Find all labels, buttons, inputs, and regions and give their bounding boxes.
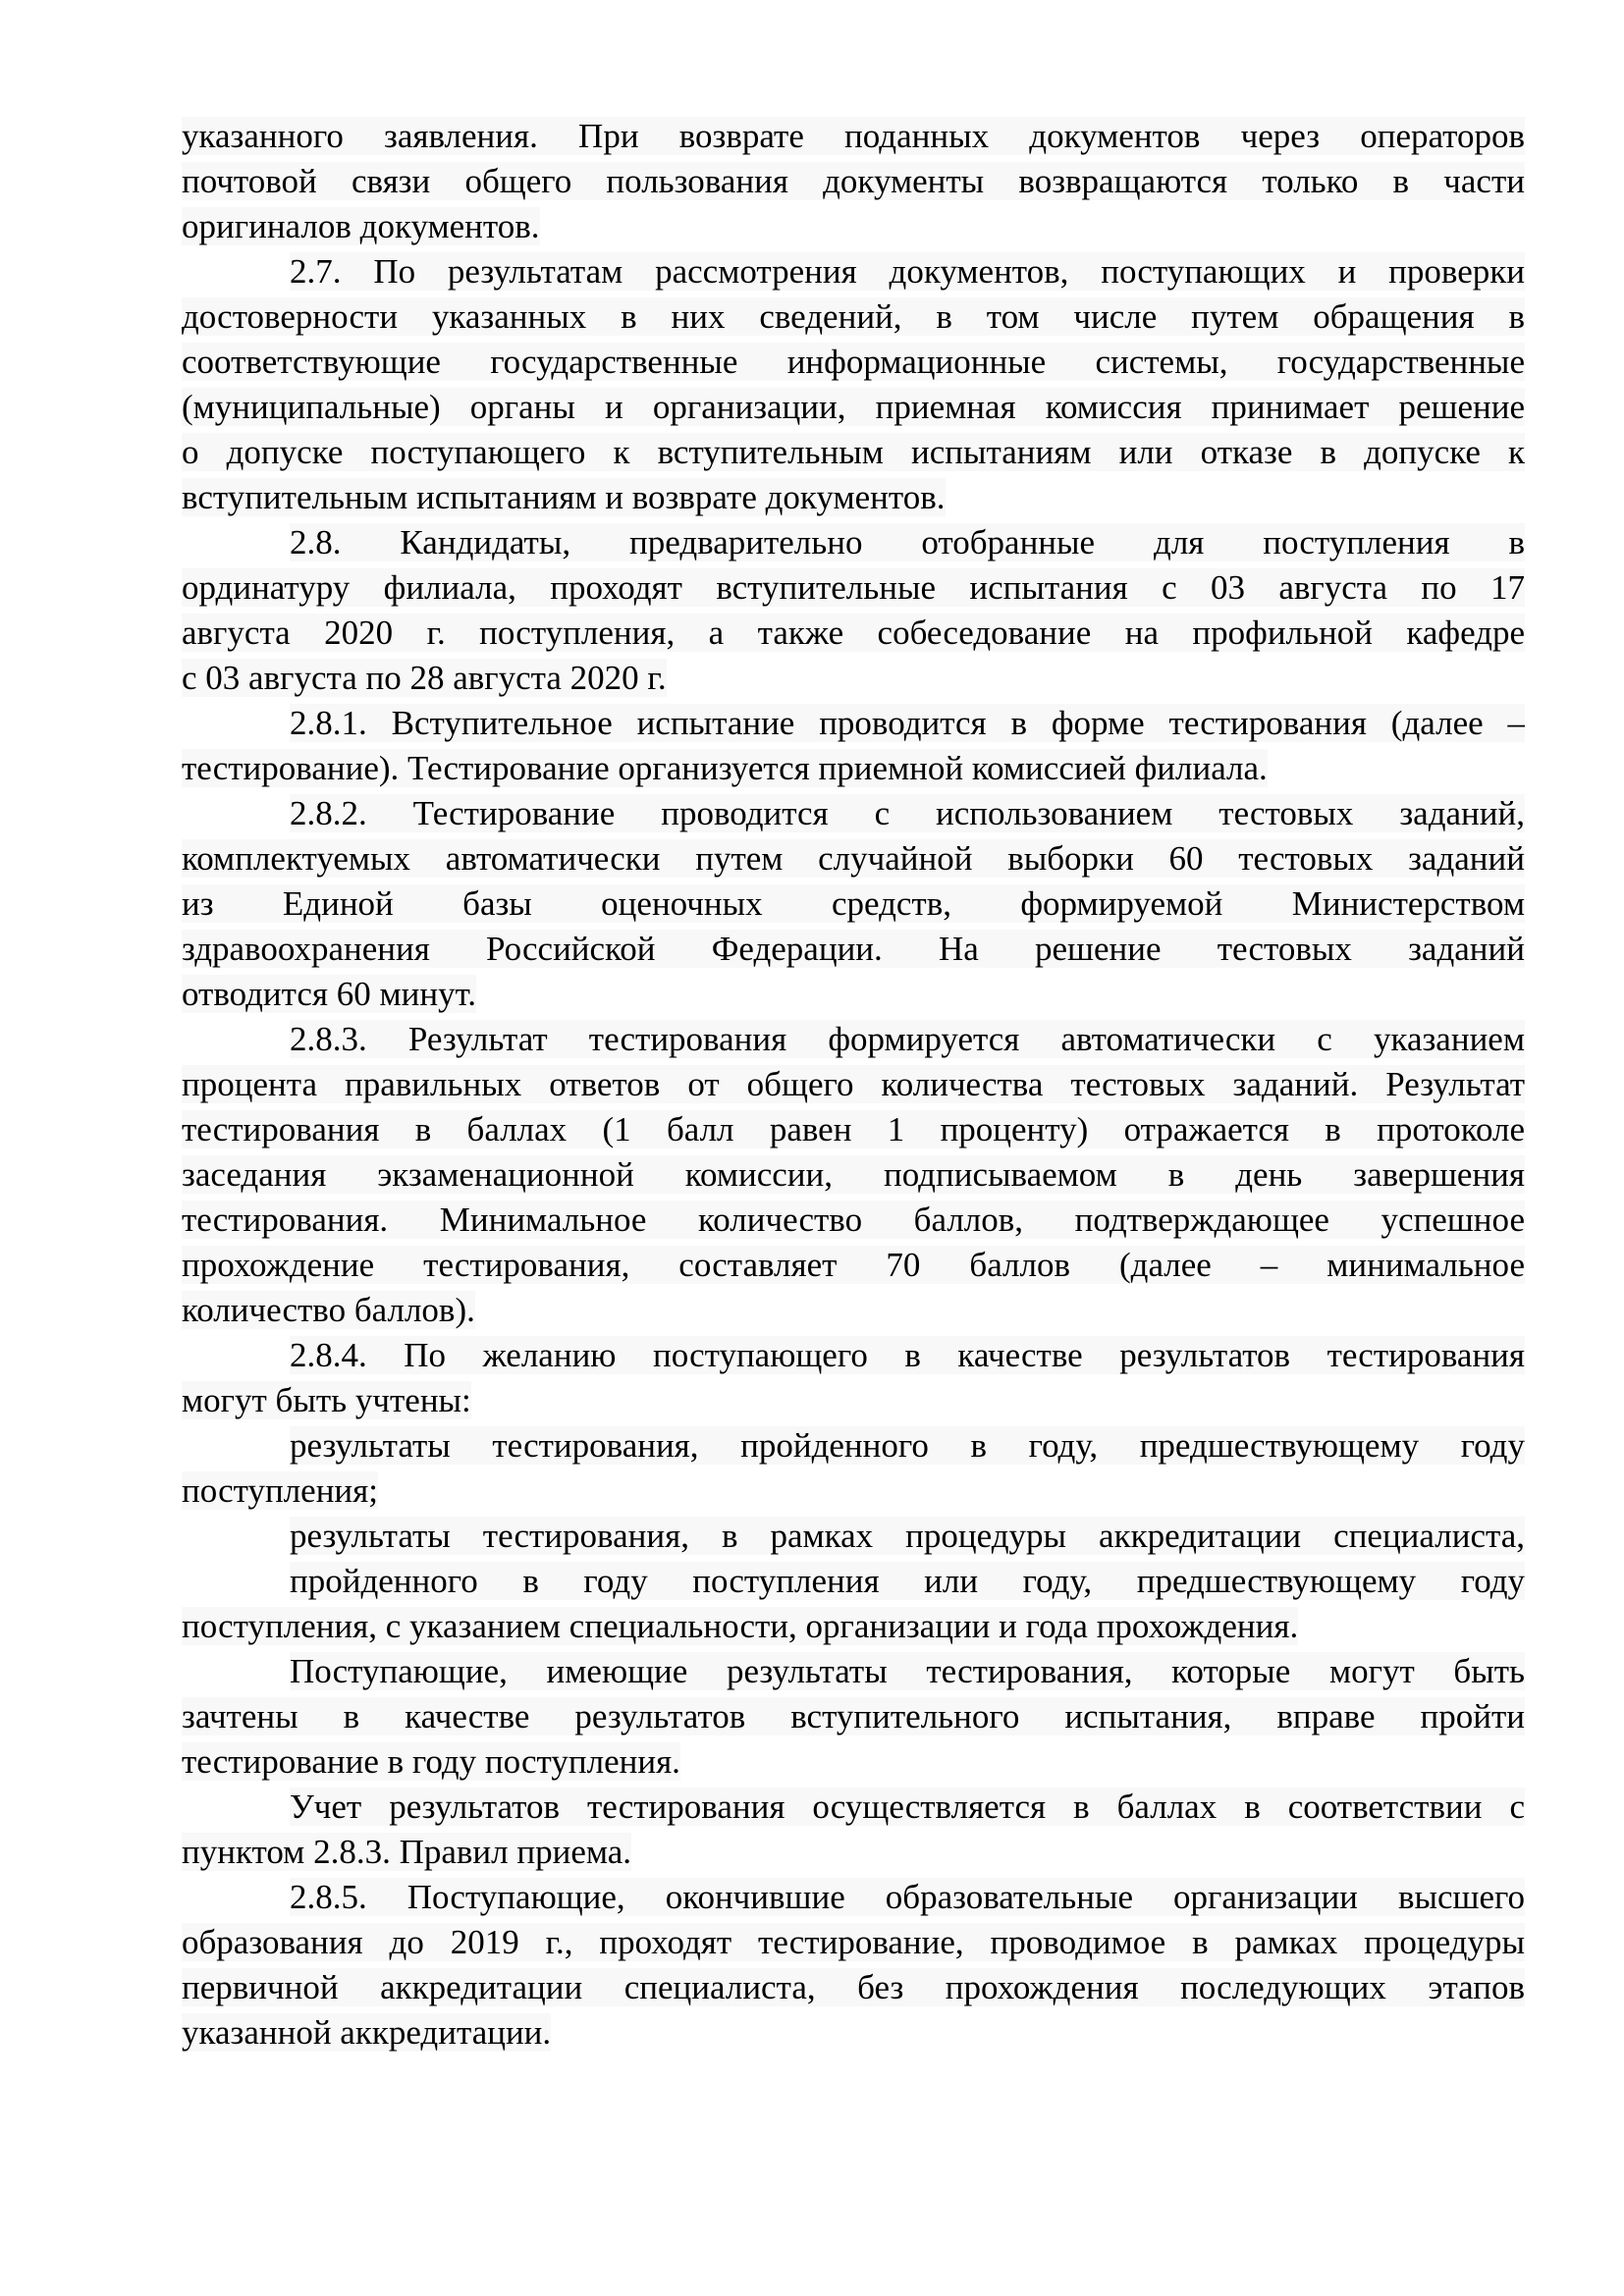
text-line <box>182 1378 1525 1423</box>
text-line <box>182 1017 1525 1062</box>
paragraph-2-8-1 <box>182 701 1525 791</box>
text-line <box>182 520 1525 565</box>
paragraph-2-8-4 <box>182 1333 1525 1423</box>
text-line <box>182 1514 1525 1559</box>
text-line-content: результаты тестирования, в рамках процедуры аккредитации специалиста, <box>290 1517 1525 1555</box>
paragraph-2-8-3 <box>182 1017 1525 1333</box>
text-line-content: 2.8.4. По желанию поступающего в качестве результатов тестирования <box>290 1336 1525 1374</box>
text-line-content: Поступающие, имеющие результаты тестирования, которые могут быть <box>290 1652 1525 1690</box>
text-line <box>182 1198 1525 1243</box>
text-line <box>182 159 1525 204</box>
paragraph-score-accounting <box>182 1785 1525 1875</box>
text-line <box>182 1785 1525 1830</box>
paragraph-2-8-4-item-2a <box>182 1514 1525 1559</box>
text-line <box>182 385 1525 430</box>
text-line-content: прохождение тестирования, составляет 70 баллов (далее – минимальное <box>182 1246 1525 1284</box>
text-line-content: 2.8. Кандидаты, предварительно отобранные для поступления в <box>290 523 1525 561</box>
text-line <box>182 746 1525 791</box>
text-line <box>182 1604 1525 1649</box>
text-line <box>182 204 1525 249</box>
text-line <box>182 701 1525 746</box>
text-line <box>182 1243 1525 1288</box>
text-line-content: тестирование). Тестирование организуется приемной комиссией филиала. <box>182 749 1268 787</box>
text-line-content: могут быть учтены: <box>182 1381 471 1419</box>
paragraph-2-8-4-item-1 <box>182 1423 1525 1514</box>
text-line <box>182 1468 1525 1514</box>
text-line <box>182 565 1525 611</box>
text-line-content: отводится 60 минут. <box>182 975 477 1013</box>
text-line-content: 2.8.2. Тестирование проводится с использованием тестовых заданий, <box>290 794 1525 832</box>
text-line-content: результаты тестирования, пройденного в году, предшествующему году <box>290 1426 1525 1465</box>
text-line <box>182 1152 1525 1198</box>
text-line <box>182 1694 1525 1739</box>
text-line-content: соответствующие государственные информационные системы, государственные <box>182 343 1525 381</box>
paragraph-retake-right <box>182 1649 1525 1785</box>
text-line-content: 2.8.5. Поступающие, окончившие образовательные организации высшего <box>290 1878 1525 1916</box>
text-line-content: вступительным испытаниям и возврате документов. <box>182 478 946 516</box>
text-line <box>182 656 1525 701</box>
text-line-content: указанной аккредитации. <box>182 2013 552 2052</box>
text-line <box>182 1739 1525 1785</box>
text-line-content: поступления, с указанием специальности, организации и года прохождения. <box>182 1607 1299 1645</box>
text-line <box>182 1423 1525 1468</box>
text-line <box>182 249 1525 294</box>
text-line-content: Учет результатов тестирования осуществляется в баллах в соответствии с <box>290 1788 1525 1826</box>
text-line <box>182 1830 1525 1875</box>
text-line-content: почтовой связи общего пользования документы возвращаются только в части <box>182 162 1525 200</box>
text-line-content: достоверности указанных в них сведений, в том числе путем обращения в <box>182 297 1525 336</box>
text-line <box>182 1920 1525 1965</box>
text-line <box>182 430 1525 475</box>
text-line <box>182 1288 1525 1333</box>
text-line <box>182 836 1525 881</box>
text-line <box>182 294 1525 340</box>
text-line-content: с 03 августа по 28 августа 2020 г. <box>182 659 667 697</box>
text-line-content: августа 2020 г. поступления, а также собеседование на профильной кафедре <box>182 614 1525 652</box>
text-line-content: здравоохранения Российской Федерации. На решение тестовых заданий <box>182 930 1525 968</box>
text-line-content: заседания экзаменационной комиссии, подписываемом в день завершения <box>182 1155 1525 1194</box>
text-line <box>182 114 1525 159</box>
text-line-content: указанного заявления. При возврате поданных документов через операторов <box>182 117 1525 155</box>
text-line <box>182 1107 1525 1152</box>
text-line <box>182 972 1525 1017</box>
paragraph-2-7 <box>182 249 1525 520</box>
text-line-content: процента правильных ответов от общего количества тестовых заданий. Результат <box>182 1065 1525 1103</box>
text-line <box>182 881 1525 927</box>
text-line-content: тестирования в баллах (1 балл равен 1 проценту) отражается в протоколе <box>182 1110 1525 1148</box>
text-line <box>182 2010 1525 2056</box>
text-line-content: из Единой базы оценочных средств, формируемой Министерством <box>182 884 1525 923</box>
text-line <box>182 1649 1525 1694</box>
text-line-content: количество баллов). <box>182 1291 475 1329</box>
text-line-content: тестирование в году поступления. <box>182 1742 680 1781</box>
text-block <box>182 114 1525 2056</box>
text-line-content: пройденного в году поступления или году, предшествующему году <box>290 1562 1525 1600</box>
text-line <box>182 1965 1525 2010</box>
text-line <box>182 611 1525 656</box>
text-line <box>182 1559 1525 1604</box>
text-line-content: образования до 2019 г., проходят тестирование, проводимое в рамках процедуры <box>182 1923 1525 1961</box>
text-line-content: пунктом 2.8.3. Правил приема. <box>182 1833 632 1871</box>
text-line <box>182 927 1525 972</box>
text-line <box>182 340 1525 385</box>
text-line-content: комплектуемых автоматически путем случайной выборки 60 тестовых заданий <box>182 839 1525 878</box>
text-line <box>182 475 1525 520</box>
paragraph-2-8 <box>182 520 1525 701</box>
text-line <box>182 1062 1525 1107</box>
text-line-content: 2.7. По результатам рассмотрения документов, поступающих и проверки <box>290 252 1525 291</box>
text-line-content: оригиналов документов. <box>182 207 540 245</box>
paragraph-2-8-5 <box>182 1875 1525 2056</box>
text-line-content: ординатуру филиала, проходят вступительные испытания с 03 августа по 17 <box>182 568 1525 607</box>
text-line-content: 2.8.1. Вступительное испытание проводится в форме тестирования (далее – <box>290 704 1525 742</box>
text-line-content: 2.8.3. Результат тестирования формируется автоматически с указанием <box>290 1020 1525 1058</box>
paragraph-2-8-4-item-2b <box>182 1559 1525 1649</box>
text-line-content: поступления; <box>182 1471 378 1510</box>
paragraph-2-8-2 <box>182 791 1525 1017</box>
text-line <box>182 1875 1525 1920</box>
text-line <box>182 791 1525 836</box>
text-line-content: тестирования. Минимальное количество баллов, подтверждающее успешное <box>182 1201 1525 1239</box>
text-line-content: зачтены в качестве результатов вступительного испытания, вправе пройти <box>182 1697 1525 1735</box>
text-line-content: (муниципальные) органы и организации, приемная комиссия принимает решение <box>182 388 1525 426</box>
text-line-content: о допуске поступающего к вступительным испытаниям или отказе в допуске к <box>182 433 1525 471</box>
paragraph-continuation <box>182 114 1525 249</box>
text-line <box>182 1333 1525 1378</box>
text-line-content: первичной аккредитации специалиста, без прохождения последующих этапов <box>182 1968 1525 2006</box>
